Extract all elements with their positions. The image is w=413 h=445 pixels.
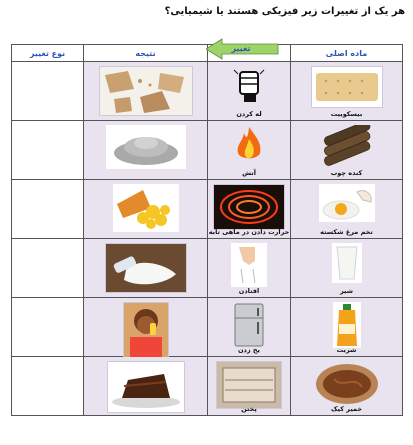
chocolate-cake-image (107, 361, 185, 413)
fridge-image (233, 302, 265, 348)
type-answer-cell[interactable] (12, 180, 84, 239)
material-label: تخم مرغ شکسته (320, 228, 373, 236)
change-label: افتادن (238, 287, 260, 295)
broken-egg-image (319, 184, 375, 222)
crushed-biscuit-image (99, 66, 193, 116)
material-label: بیسکوییت (330, 110, 363, 118)
header-change-label: تغییر (231, 44, 251, 53)
logs-image (317, 125, 377, 167)
material-label: شربت (336, 346, 357, 354)
scrambled-egg-image (113, 184, 179, 232)
result-cell (84, 62, 207, 120)
header-original-material: ماده اصلی (291, 45, 403, 62)
material-label: شیر (339, 287, 354, 295)
change-cell (208, 121, 290, 179)
cake-batter-image (314, 361, 380, 407)
material-label: کنده چوب (330, 169, 363, 177)
material-cell (291, 121, 402, 179)
change-label: آتش (242, 169, 256, 177)
table-row (12, 180, 403, 239)
spilled-milk-image (105, 243, 187, 293)
type-answer-cell[interactable] (12, 357, 84, 416)
type-answer-cell[interactable] (12, 298, 84, 357)
change-cell (208, 298, 290, 356)
worksheet-title: هر یک از تغییرات زیر فیزیکی هستند یا شیمیایی؟ (164, 6, 405, 17)
biscuit-image (311, 66, 383, 108)
stove-burner-image (213, 184, 285, 230)
change-cell (208, 62, 290, 120)
material-cell (291, 357, 402, 415)
change-label: پختن (241, 405, 257, 413)
oven-image (216, 361, 282, 409)
type-answer-cell[interactable] (12, 62, 84, 121)
fire-icon (234, 125, 264, 163)
changes-table (11, 44, 403, 416)
table-row (12, 121, 403, 180)
material-cell (291, 62, 402, 120)
result-cell (84, 298, 207, 356)
result-cell (84, 121, 207, 179)
header-type-of-change: نوع تغییر (12, 45, 84, 62)
ash-image (106, 125, 186, 169)
header-result: نتیجه (84, 45, 208, 62)
change-cell (208, 357, 290, 415)
material-cell (291, 180, 402, 238)
type-answer-cell[interactable] (12, 121, 84, 180)
material-label: خمیر کیک (330, 405, 363, 413)
type-answer-cell[interactable] (12, 239, 84, 298)
result-cell (84, 180, 207, 238)
table-row (12, 239, 403, 298)
result-cell (84, 239, 207, 297)
table-row (12, 62, 403, 121)
juice-bottle-image (333, 302, 361, 348)
change-cell (208, 180, 290, 238)
change-label: حرارت دادن در ماهی تابه (208, 228, 290, 236)
material-cell (291, 239, 402, 297)
material-cell (291, 298, 402, 356)
child-popsicle-image (123, 302, 169, 358)
crushing-fist-icon (232, 66, 266, 106)
milk-glass-image (332, 243, 362, 283)
change-label: له کردن (236, 110, 262, 118)
table-row (12, 357, 403, 416)
result-cell (84, 357, 207, 415)
change-label: یخ زدن (237, 346, 260, 354)
change-cell (208, 239, 290, 297)
table-row (12, 298, 403, 357)
dropping-hand-image (231, 243, 267, 287)
